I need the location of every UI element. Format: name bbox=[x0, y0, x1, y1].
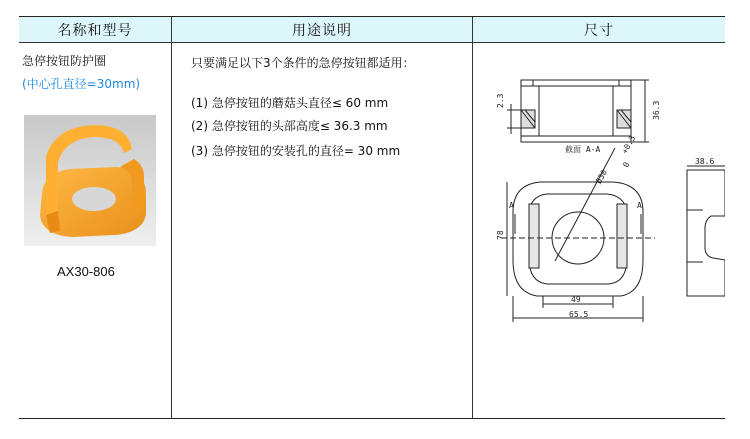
product-name: 急停按钮防护圈 bbox=[22, 54, 107, 68]
section-marker-right: A bbox=[637, 201, 642, 210]
header-name-model: 名称和型号 bbox=[19, 17, 171, 43]
dim-65-5: 65.5 bbox=[569, 310, 589, 319]
usage-condition: (3) 急停按钮的安装孔的直径= 30 mm bbox=[191, 144, 401, 158]
section-view bbox=[507, 80, 649, 142]
product-photo bbox=[24, 115, 156, 246]
dim-tolerance-zero: 0 bbox=[621, 160, 632, 170]
side-view bbox=[687, 166, 725, 296]
usage-intro: 只要满足以下3个条件的急停按钮都适用： bbox=[191, 56, 415, 70]
section-label: 截面 A-A bbox=[565, 145, 601, 154]
dim-tolerance-plus: +0.3 bbox=[620, 134, 638, 156]
dim-49: 49 bbox=[571, 295, 581, 304]
section-marker-left: A bbox=[509, 201, 514, 210]
product-spec-table bbox=[19, 16, 725, 419]
dim-38-6: 38.6 bbox=[695, 157, 715, 166]
technical-drawing bbox=[473, 44, 725, 420]
dim-36-3: 36.3 bbox=[652, 100, 661, 120]
header-size: 尺寸 bbox=[473, 17, 725, 43]
product-model: AX30-806 bbox=[57, 264, 115, 279]
product-subtitle: (中心孔直径=30mm) bbox=[22, 77, 141, 91]
dim-2-3: 2.3 bbox=[496, 93, 505, 108]
dim-78: 78 bbox=[496, 230, 505, 240]
header-usage: 用途说明 bbox=[172, 17, 472, 43]
dim-diameter: Ø30 bbox=[594, 168, 609, 186]
usage-condition: (1) 急停按钮的蘑菇头直径≤ 60 mm bbox=[191, 96, 389, 110]
usage-condition: (2) 急停按钮的头部高度≤ 36.3 mm bbox=[191, 119, 388, 133]
column-divider bbox=[171, 17, 172, 418]
